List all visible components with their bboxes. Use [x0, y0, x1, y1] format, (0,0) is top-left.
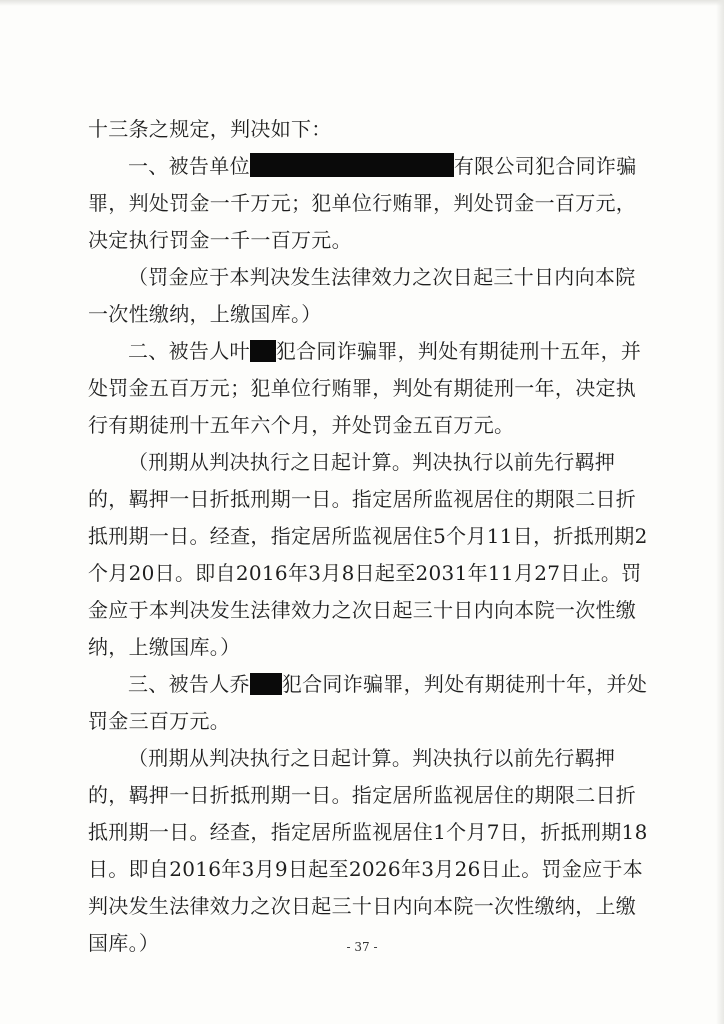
- fine-payment-note: （罚金应于本判决发生法律效力之次日起三十日内向本院一次性缴纳，上缴国库。）: [88, 265, 636, 326]
- redaction-block: [250, 673, 282, 695]
- verdict-item-2: 二、被告人叶 犯合同诈骗罪，判处有期徒刑十五年，并处罚金五百万元；犯单位行贿罪，判处有期徒刑一年，决定执行有期徒刑十五年六个月，并处罚金五百万元。: [88, 339, 642, 437]
- verdict-item-1: 一、被告单位 有限公司犯合同诈骗罪，判处罚金一千万元；犯单位行贿罪，判处罚金一百万元，决定执行罚金一千一百万元。: [88, 154, 637, 252]
- sentence-calculation-note-2: （刑期从判决执行之日起计算。判决执行以前先行羁押的，羁押一日折抵刑期一日。指定居所监视居住的期限二日折抵刑期一日。经查，指定居所监视居住5个月11日，折抵刑期2个月20日。即自2016年3月8日起至2031年11月27日止。罚金应于本判决发生法律效力之次日起三十日内向本院一次性缴纳，上缴国库。）: [88, 450, 648, 659]
- verdict-item-3: 三、被告人乔 犯合同诈骗罪，判处有期徒刑十年，并处罚金三百万元。: [88, 672, 648, 733]
- page-number: - 37 -: [346, 940, 378, 954]
- sentence-calculation-note-3: （刑期从判决执行之日起计算。判决执行以前先行羁押的，羁押一日折抵刑期一日。指定居所监视居住的期限二日折抵刑期一日。经查，指定居所监视居住1个月7日，折抵刑期18日。即自2016年3月9日起至2026年3月26日止。罚金应于本判决发生法律效力之次日起三十日内向本院一次性缴纳，上缴国库。）: [88, 746, 648, 955]
- redaction-block: [250, 153, 454, 177]
- scan-edge: [0, 0, 724, 6]
- scan-edge: [716, 0, 724, 1024]
- intro-line: 十三条之规定，判决如下：: [88, 117, 332, 141]
- redaction-block: [250, 340, 276, 362]
